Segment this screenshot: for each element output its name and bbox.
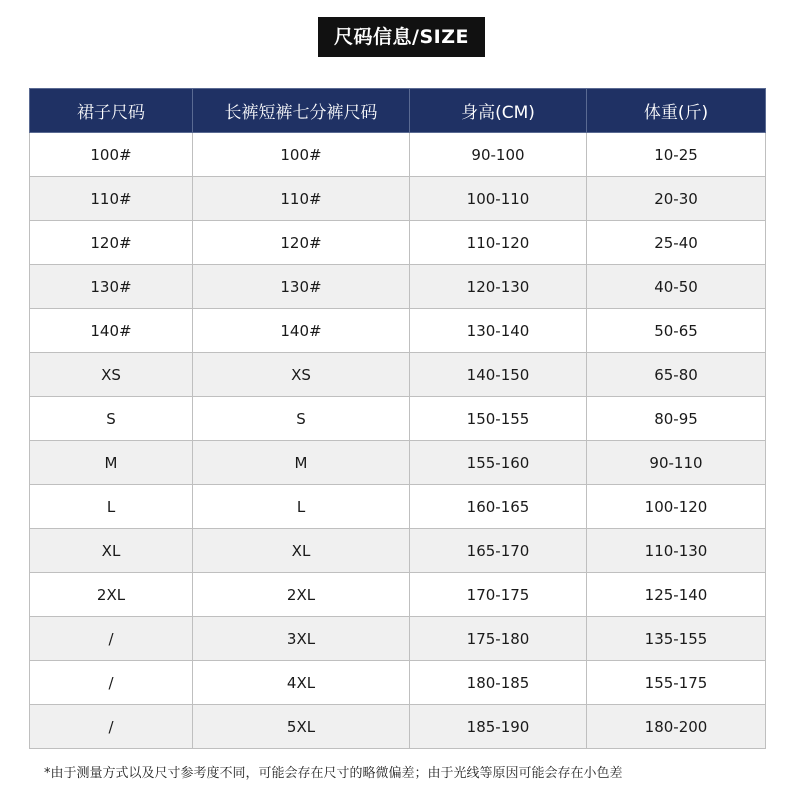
height-cell: 140-150 [410, 353, 587, 397]
height-cell: 90-100 [410, 133, 587, 177]
pants-size-cell: XL [193, 529, 410, 573]
height-cell: 175-180 [410, 617, 587, 661]
height-cell: 150-155 [410, 397, 587, 441]
weight-cell: 110-130 [587, 529, 766, 573]
weight-cell: 90-110 [587, 441, 766, 485]
skirt-size-cell: 2XL [30, 573, 193, 617]
table-row [30, 529, 766, 573]
table-row [30, 133, 766, 177]
height-cell: 170-175 [410, 573, 587, 617]
weight-cell: 135-155 [587, 617, 766, 661]
skirt-size-cell: M [30, 441, 193, 485]
table-row [30, 705, 766, 749]
pants-size-cell: 2XL [193, 573, 410, 617]
weight-cell: 50-65 [587, 309, 766, 353]
height-cell: 180-185 [410, 661, 587, 705]
header-height: 身高(CM) [410, 89, 587, 133]
pants-size-cell: 3XL [193, 617, 410, 661]
skirt-size-cell: / [30, 661, 193, 705]
table-row [30, 177, 766, 221]
weight-cell: 65-80 [587, 353, 766, 397]
table-row [30, 397, 766, 441]
pants-size-cell: 110# [193, 177, 410, 221]
table-row [30, 221, 766, 265]
pants-size-cell: 4XL [193, 661, 410, 705]
skirt-size-cell: / [30, 705, 193, 749]
skirt-size-cell: XS [30, 353, 193, 397]
table-row [30, 485, 766, 529]
weight-cell: 80-95 [587, 397, 766, 441]
weight-cell: 25-40 [587, 221, 766, 265]
size-table [29, 88, 766, 749]
height-cell: 165-170 [410, 529, 587, 573]
table-row [30, 573, 766, 617]
table-row [30, 309, 766, 353]
table-row [30, 617, 766, 661]
weight-cell: 20-30 [587, 177, 766, 221]
skirt-size-cell: 120# [30, 221, 193, 265]
weight-cell: 100-120 [587, 485, 766, 529]
disclaimer-note: *由于测量方式以及尺寸参考度不同，可能会存在尺寸的略微偏差；由于光线等原因可能会存在小色差 [44, 766, 623, 781]
pants-size-cell: 130# [193, 265, 410, 309]
header-skirt-size: 裙子尺码 [30, 89, 193, 133]
skirt-size-cell: 130# [30, 265, 193, 309]
pants-size-cell: M [193, 441, 410, 485]
skirt-size-cell: S [30, 397, 193, 441]
weight-cell: 125-140 [587, 573, 766, 617]
skirt-size-cell: 140# [30, 309, 193, 353]
skirt-size-cell: XL [30, 529, 193, 573]
table-header-row [30, 89, 766, 133]
table-row [30, 441, 766, 485]
pants-size-cell: 120# [193, 221, 410, 265]
height-cell: 110-120 [410, 221, 587, 265]
pants-size-cell: 5XL [193, 705, 410, 749]
pants-size-cell: 140# [193, 309, 410, 353]
table-row [30, 661, 766, 705]
table-row [30, 265, 766, 309]
height-cell: 160-165 [410, 485, 587, 529]
weight-cell: 10-25 [587, 133, 766, 177]
skirt-size-cell: L [30, 485, 193, 529]
table-row [30, 353, 766, 397]
height-cell: 100-110 [410, 177, 587, 221]
pants-size-cell: S [193, 397, 410, 441]
weight-cell: 180-200 [587, 705, 766, 749]
skirt-size-cell: 100# [30, 133, 193, 177]
pants-size-cell: XS [193, 353, 410, 397]
header-weight: 体重(斤) [587, 89, 766, 133]
skirt-size-cell: / [30, 617, 193, 661]
height-cell: 120-130 [410, 265, 587, 309]
pants-size-cell: L [193, 485, 410, 529]
height-cell: 155-160 [410, 441, 587, 485]
height-cell: 130-140 [410, 309, 587, 353]
weight-cell: 40-50 [587, 265, 766, 309]
pants-size-cell: 100# [193, 133, 410, 177]
height-cell: 185-190 [410, 705, 587, 749]
header-pants-size: 长裤短裤七分裤尺码 [193, 89, 410, 133]
weight-cell: 155-175 [587, 661, 766, 705]
skirt-size-cell: 110# [30, 177, 193, 221]
page-title: 尺码信息/SIZE [318, 17, 485, 57]
